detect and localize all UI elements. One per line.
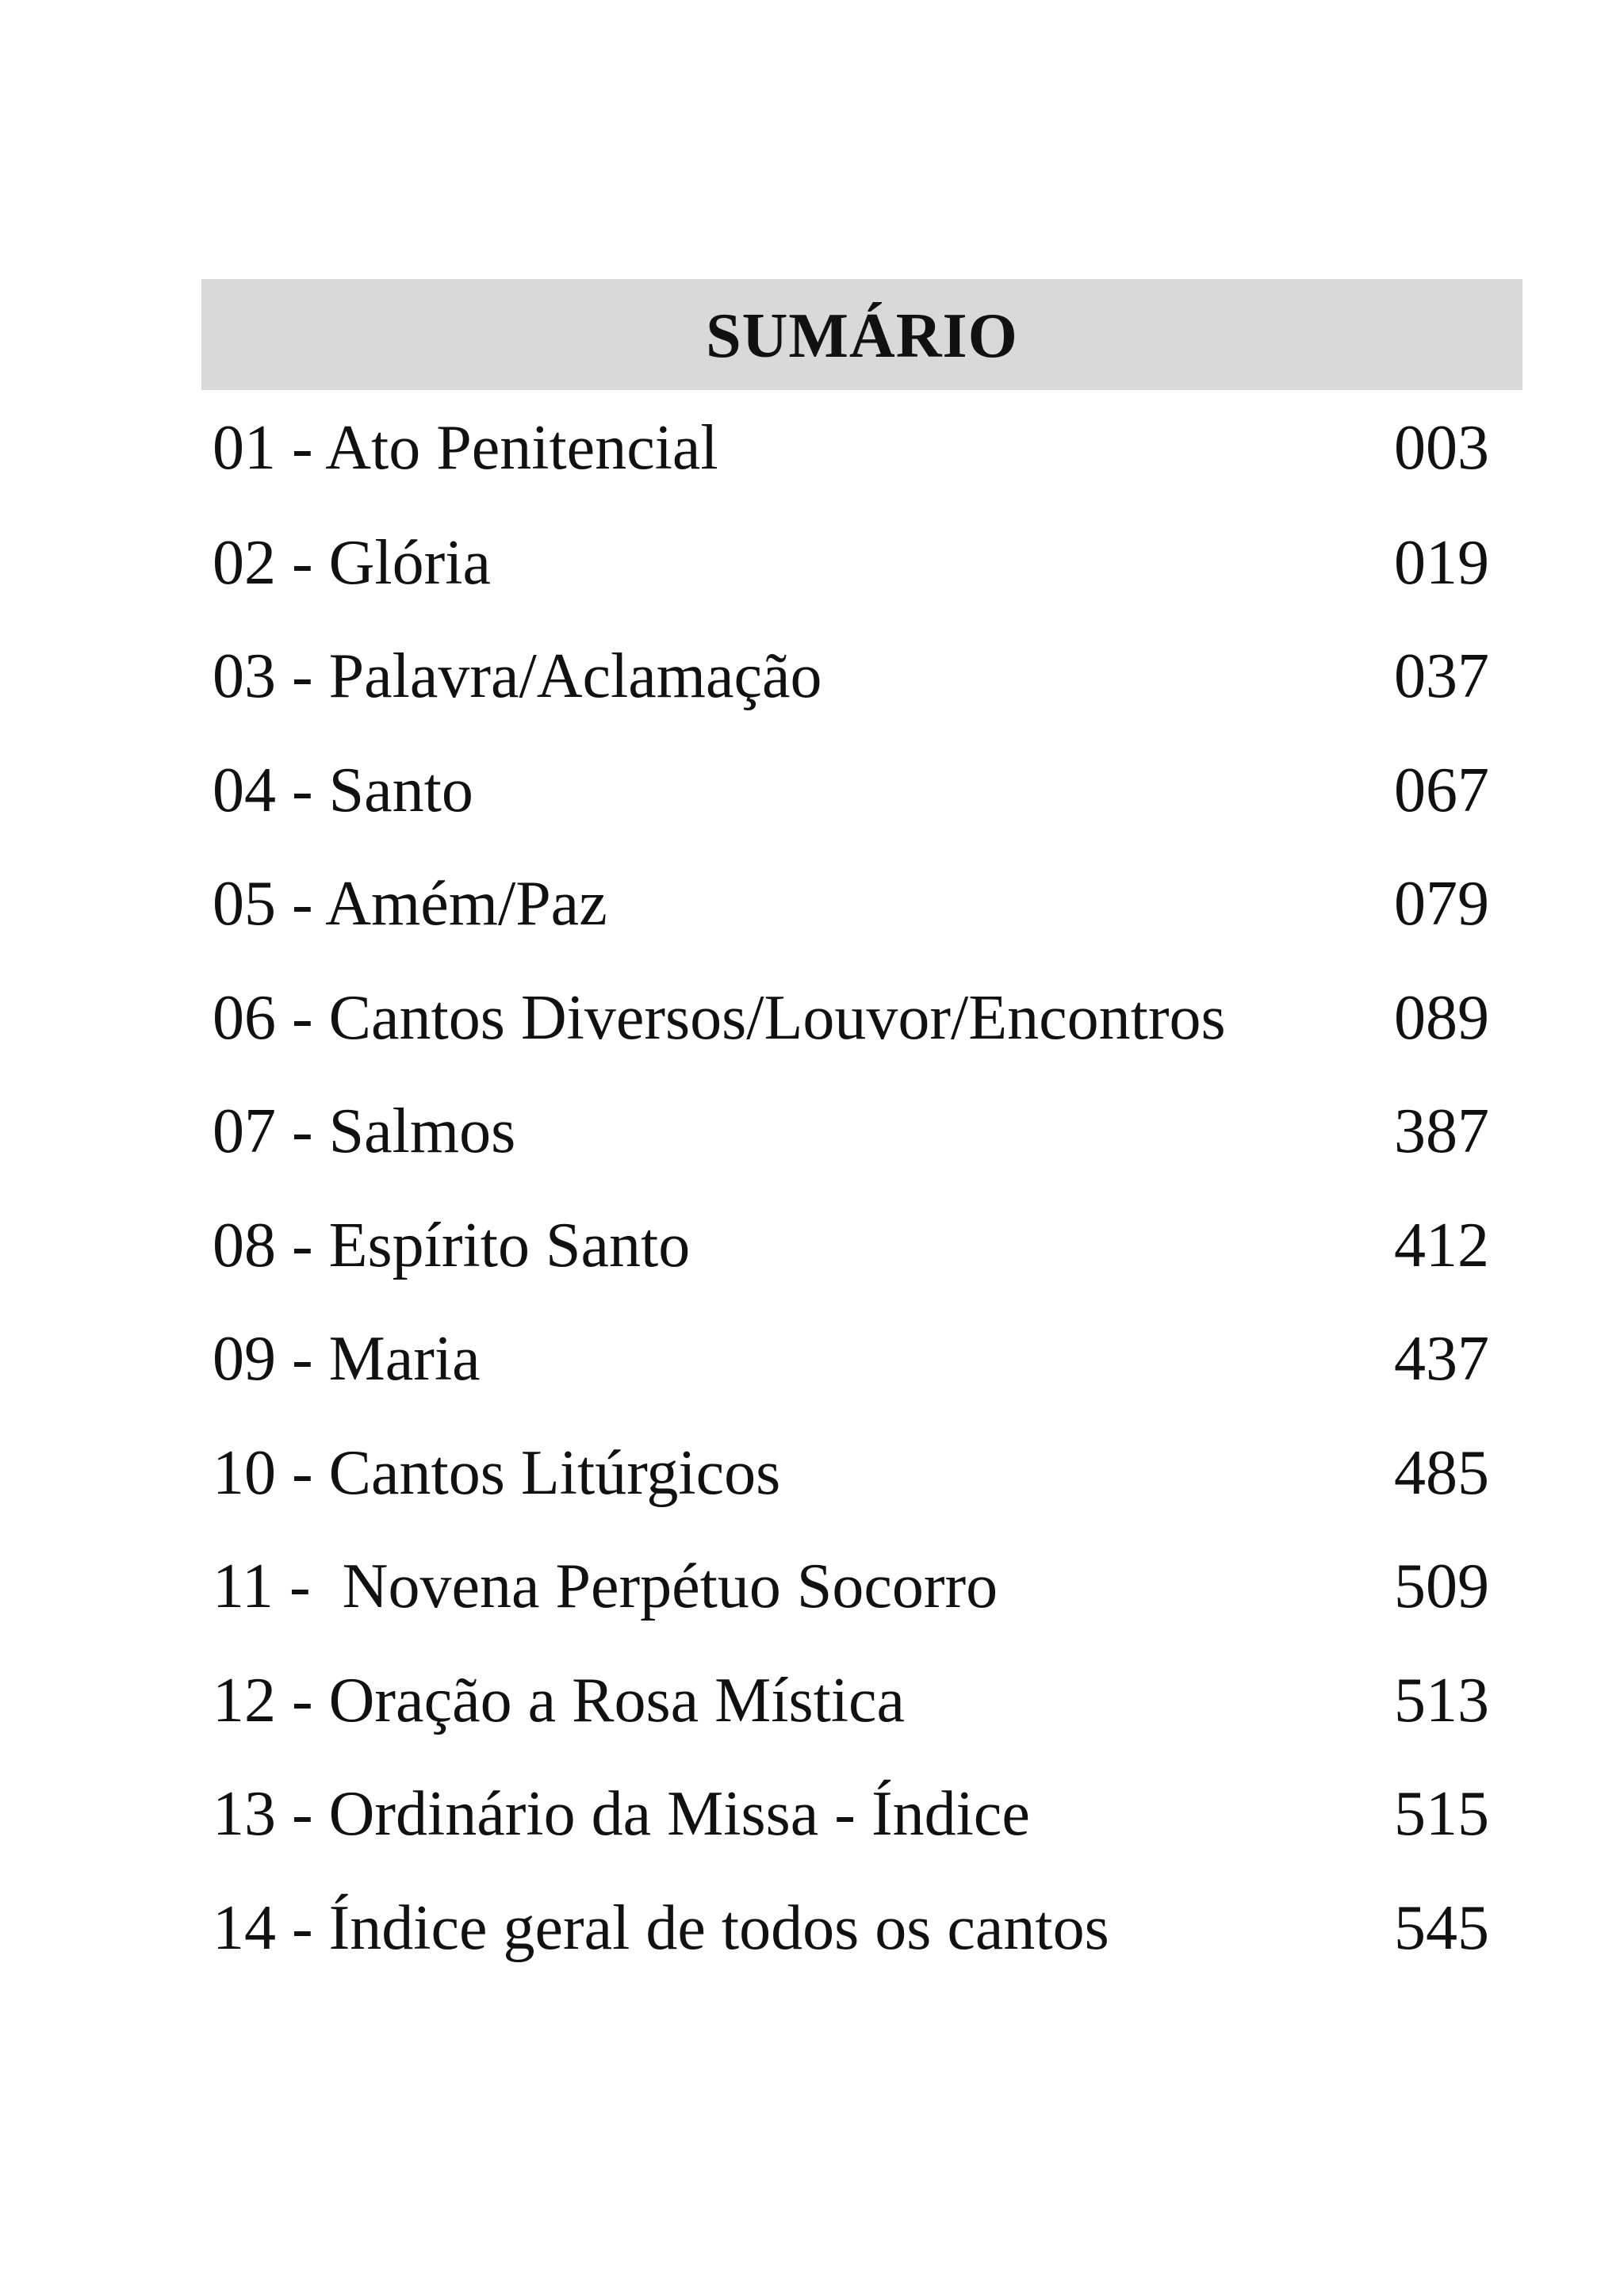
toc-entry[interactable] (201, 1871, 1522, 1985)
toc-entry-label: 13 - Ordinário da Missa - Índice (213, 1779, 1030, 1850)
toc-entry-page: 067 (1394, 755, 1489, 825)
toc-header (201, 279, 1522, 390)
toc-entry-label: 14 - Índice geral de todos os cantos (213, 1892, 1109, 1963)
toc-entry-page: 387 (1394, 1096, 1489, 1167)
toc-entry[interactable] (201, 390, 1522, 506)
toc-entry-page: 513 (1394, 1665, 1489, 1735)
toc-entry[interactable] (201, 506, 1522, 620)
toc-entry[interactable] (201, 1416, 1522, 1530)
toc-entry-page: 515 (1394, 1779, 1489, 1850)
page-title: SUMÁRIO (706, 301, 1018, 371)
toc-entry-page: 437 (1394, 1324, 1489, 1395)
toc-entry[interactable] (201, 848, 1522, 962)
toc-entry[interactable] (201, 1644, 1522, 1758)
toc-entry-page: 089 (1394, 982, 1489, 1053)
toc-entry-page: 019 (1394, 527, 1489, 598)
toc-entry-page: 412 (1394, 1210, 1489, 1280)
toc-entry-page: 485 (1394, 1437, 1489, 1508)
toc-entry[interactable] (201, 1530, 1522, 1644)
toc-entry[interactable] (201, 1188, 1522, 1303)
toc-entry[interactable] (201, 733, 1522, 848)
toc-list (201, 390, 1522, 1985)
toc-entry-label: 12 - Oração a Rosa Mística (213, 1665, 906, 1735)
toc-entry-label: 04 - Santo (213, 755, 473, 825)
toc-entry[interactable] (201, 1303, 1522, 1417)
toc-entry-label: 02 - Glória (213, 527, 492, 598)
toc-entry-label: 11 - Novena Perpétuo Socorro (213, 1552, 998, 1622)
toc-entry-label: 10 - Cantos Litúrgicos (213, 1437, 781, 1508)
toc-entry[interactable] (201, 1758, 1522, 1872)
toc-entry[interactable] (201, 620, 1522, 734)
toc-entry-page: 545 (1394, 1892, 1489, 1963)
toc-entry-page: 509 (1394, 1552, 1489, 1622)
toc-entry-page: 079 (1394, 869, 1489, 939)
table-of-contents (201, 279, 1522, 1985)
toc-entry-label: 01 - Ato Penitencial (213, 413, 718, 483)
toc-entry-label: 08 - Espírito Santo (213, 1210, 691, 1280)
toc-entry-label: 09 - Maria (213, 1324, 481, 1395)
toc-entry-page: 037 (1394, 641, 1489, 712)
toc-entry-label: 03 - Palavra/Aclamação (213, 641, 822, 712)
toc-entry-label: 05 - Amém/Paz (213, 869, 607, 939)
toc-entry-page: 003 (1394, 413, 1489, 483)
toc-entry-label: 07 - Salmos (213, 1096, 516, 1167)
toc-entry[interactable] (201, 961, 1522, 1075)
toc-entry-label: 06 - Cantos Diversos/Louvor/Encontros (213, 982, 1226, 1053)
toc-entry[interactable] (201, 1075, 1522, 1189)
